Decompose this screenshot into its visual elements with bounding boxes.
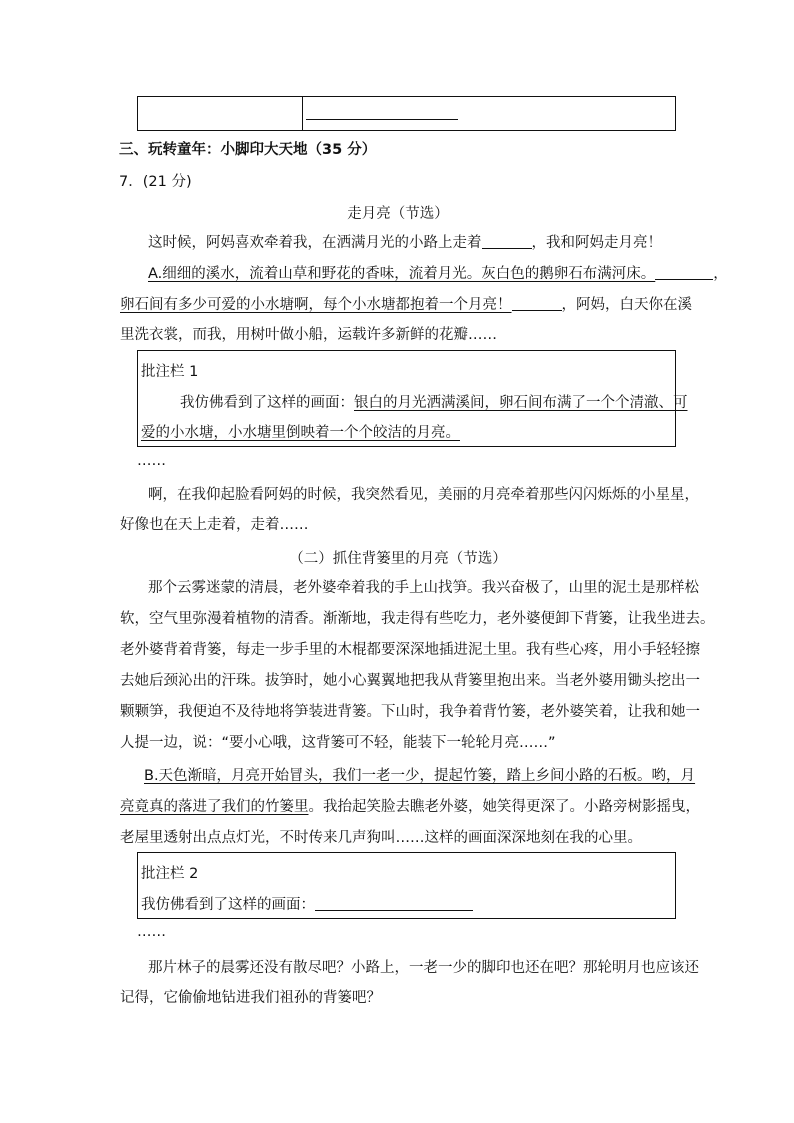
annotation-1-answer-a: 银白的月光洒满溪间，卵石间布满了一个个清澈、可 (354, 395, 688, 411)
passage1-para3-line1: 啊，在我仰起脸看阿妈的时候，我突然看见，美丽的月亮牵着那些闪闪烁烁的小星星， (148, 487, 699, 503)
passage1-para1 (148, 233, 704, 253)
passage1-para1-text-b: ，我和阿妈走月亮！ (531, 235, 662, 251)
ellipsis-2: …… (137, 924, 166, 940)
passage1-para3-line2: 好像也在天上走着，走着…… (120, 517, 309, 533)
passage2-sentence-b-text: 。我抬起笑脸去瞧老外婆，她笑得更深了。小路旁树影摇曳， (308, 799, 700, 815)
annotation-1-label: 批注栏 1 (141, 364, 199, 380)
passage1-para2-comma: ， (713, 266, 728, 282)
passage1-para2-text: ，阿妈，白天你在溪 (561, 297, 692, 313)
passage2-line: 软，空气里弥漫着植物的清香。渐渐地，我走得有些吃力，老外婆便卸下背篓，让我坐进去。 (120, 611, 715, 627)
top-table (137, 96, 676, 131)
annotation-1-answer-b: 爱的小水塘，小水塘里倒映着一个个皎洁的月亮。 (141, 425, 460, 441)
passage1-sentence-a: A.细细的溪水，流着山草和野花的香味，流着月光。灰白色的鹅卵石布满河床。 (148, 266, 656, 282)
passage2-line: 老外婆背着背篓，每走一步手里的木棍都要深深地插进泥土里。我有些心疼，用小手轻轻擦 (120, 642, 700, 658)
annotation-2-prompt: 我仿佛看到了这样的画面： (141, 897, 315, 913)
passage1-para2-line3: 里洗衣裳，而我，用树叶做小船，运载许多新鲜的花瓣…… (120, 327, 497, 343)
annotation-1-prompt: 我仿佛看到了这样的画面： (180, 395, 354, 411)
passage1-para2-line2 (120, 295, 692, 315)
passage2-title: （二）抓住背篓里的月亮（节选） (289, 551, 507, 567)
question-number: 7．(21 分) (119, 174, 192, 190)
passage1-blank-2[interactable] (655, 265, 713, 280)
passage2-line: 那个云雾迷蒙的清晨，老外婆牵着我的手上山找笋。我兴奋极了，山里的泥土是那样松 (148, 580, 699, 596)
ellipsis-1: …… (137, 453, 166, 469)
passage1-blank-1[interactable] (482, 234, 532, 249)
passage2-line: 去她后颈沁出的汗珠。拔笋时，她小心翼翼地把我从背篓里抱出来。当老外婆用锄头挖出一 (120, 673, 700, 689)
annotation-1-line1 (180, 391, 688, 412)
section-heading: 三、玩转童年：小脚印大天地（35 分） (119, 142, 377, 158)
passage2-line: 人提一边，说：“要小心哦，这背篓可不轻，能装下一轮轮月亮……” (120, 735, 556, 751)
annotation-2-label: 批注栏 2 (141, 866, 199, 882)
passage1-para2-line1 (148, 264, 728, 284)
passage2-sentence-b-line1: B.天色渐暗，月亮开始冒头，我们一老一少，提起竹篓，踏上乡间小路的石板。哟，月 (144, 768, 696, 784)
passage2-sentence-b-line2 (120, 797, 700, 817)
passage2-sentence-b-underlined: 亮竟真的落进了我们的竹篓里 (120, 799, 309, 815)
passage2-final-line1: 那片林子的晨雾还没有散尽吧？小路上，一老一少的脚印也还在吧？那轮明月也应该还 (148, 960, 699, 976)
passage1-title: 走月亮（节选） (347, 206, 449, 222)
top-table-answer-blank[interactable] (306, 119, 458, 120)
annotation-2-line (141, 893, 473, 914)
passage1-blank-3[interactable] (512, 296, 562, 311)
passage2-sentence-b-line3: 老屋里透射出点点灯光，不时传来几声狗叫……这样的画面深深地刻在我的心里。 (120, 830, 642, 846)
passage2-final-line2: 记得，它偷偷地钻进我们祖孙的背篓吧？ (120, 990, 381, 1006)
top-table-divider (302, 96, 303, 131)
annotation-2-answer-blank[interactable] (315, 896, 473, 911)
passage2-line: 颗颗笋，我便迫不及待地将笋装进背篓。下山时，我争着背竹篓，老外婆笑着，让我和她一 (120, 704, 700, 720)
passage1-para2-underlined: 卵石间有多少可爱的小水塘啊，每个小水塘都抱着一个月亮！ (120, 297, 512, 313)
passage1-para1-text-a: 这时候，阿妈喜欢牵着我，在洒满月光的小路上走着 (148, 235, 482, 251)
